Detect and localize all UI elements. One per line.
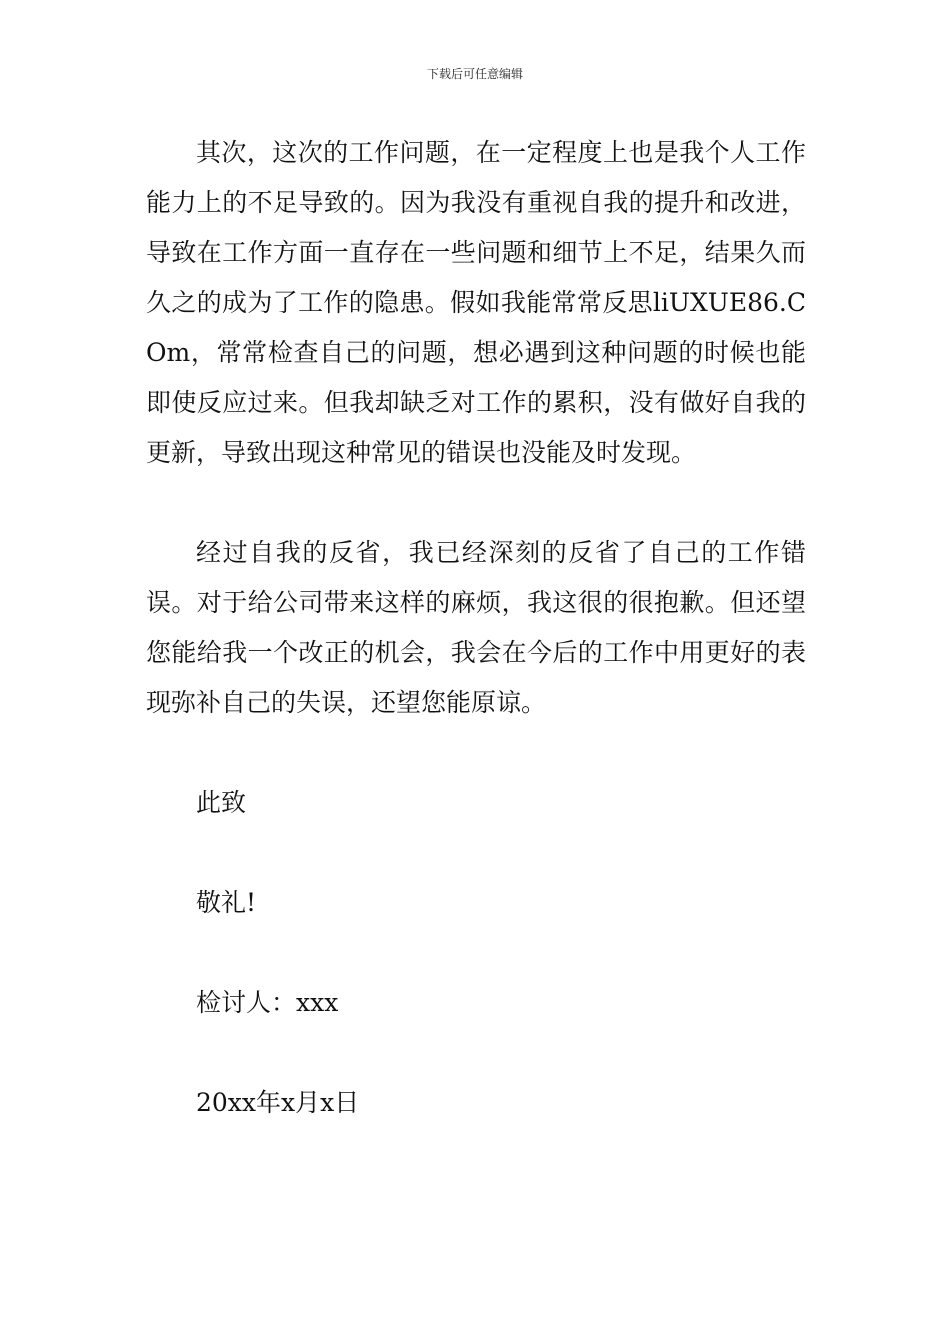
closing-spacer [146,828,806,878]
body-paragraph-2: 经过自我的反省，我已经深刻的反省了自己的工作错误。对于给公司带来这样的麻烦，我这很的很抱歉。但还望您能给我一个改正的机会，我会在今后的工作中用更好的表现弥补自己的失误，还望您能原谅。 [146,538,806,717]
closing-salutation: 此致 [196,788,247,817]
body-paragraph-1: 其次，这次的工作问题，在一定程度上也是我个人工作能力上的不足导致的。因为我没有重视自我的提升和改进，导致在工作方面一直存在一些问题和细节上不足，结果久而久之的成为了工作的隐患。假如我能常常反思liUXUE86.COm，常常检查自己的问题，想必遇到这种问题的时候也能即使反应过来。但我却缺乏对工作的累积，没有做好自我的更新，导致出现这种常见的错误也没能及时发现。 [146,138,806,467]
paragraph-spacer [146,728,806,778]
closing-regards: 敬礼! [196,888,257,917]
signer-line: 检讨人：xxx [196,988,339,1017]
page-header-note: 下载后可任意编辑 [426,67,523,81]
closing-spacer [146,1028,806,1078]
paragraph-spacer [146,478,806,528]
document-body [146,128,806,1128]
date-line: 20xx年x月x日 [196,1088,360,1117]
closing-spacer [146,928,806,978]
